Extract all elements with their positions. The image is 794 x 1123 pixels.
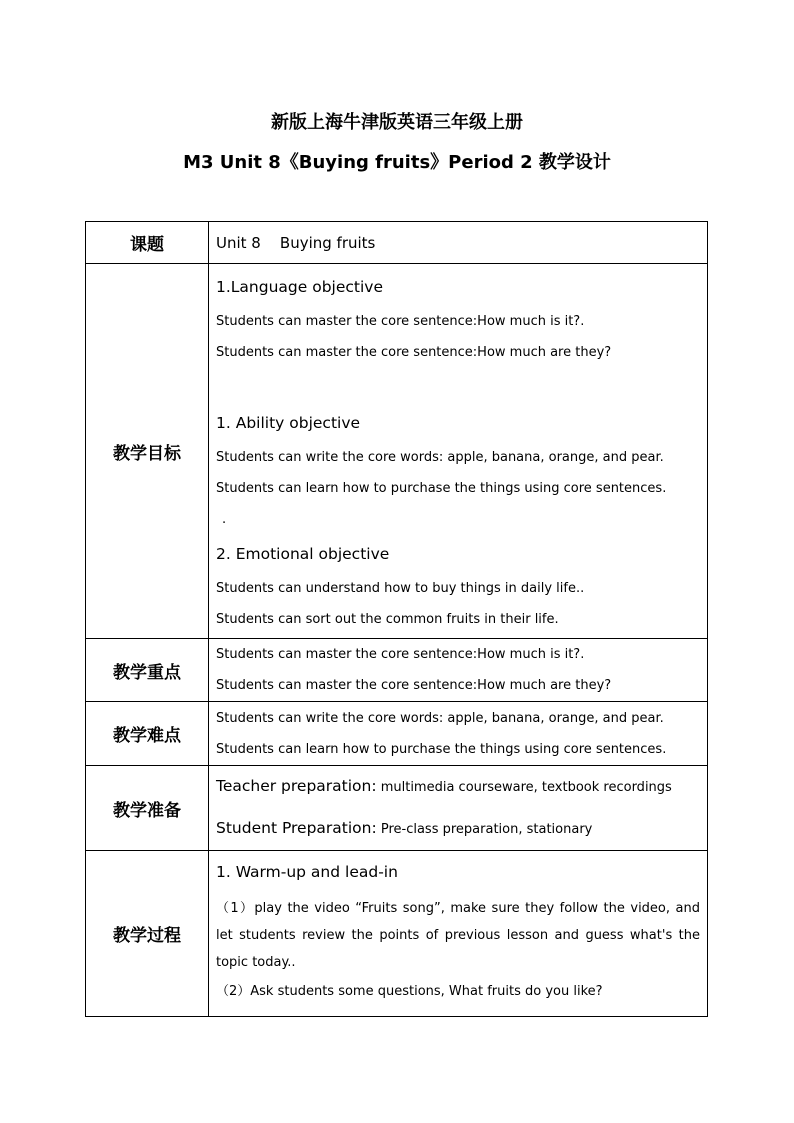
table-row-preparation	[86, 766, 708, 851]
difficulties-label: 教学难点	[86, 702, 209, 766]
teacher-preparation	[216, 766, 700, 808]
key-point-line-1: Students can master the core sentence:How much is it?.	[216, 647, 585, 662]
ability-objective-heading: 1. Ability objective	[216, 414, 361, 432]
stray-dot: .	[222, 512, 227, 527]
document-subtitle: M3 Unit 8《Buying fruits》Period 2 教学设计	[183, 152, 611, 173]
student-preparation-value: Pre-class preparation, stationary	[376, 822, 593, 837]
preparation-label: 教学准备	[86, 766, 209, 851]
emotional-objective-heading: 2. Emotional objective	[216, 545, 390, 563]
table-row-key-points	[86, 639, 708, 702]
emotional-objective-line-2: Students can sort out the common fruits in their life.	[216, 612, 559, 627]
student-preparation	[216, 808, 700, 850]
table-row-topic	[86, 222, 708, 264]
teacher-preparation-value: multimedia courseware, textbook recordings	[376, 780, 672, 795]
language-objective-line-1: Students can master the core sentence:How much is it?.	[216, 314, 585, 329]
warm-up-heading: 1. Warm-up and lead-in	[216, 863, 398, 881]
key-point-line-2: Students can master the core sentence:How much are they?	[216, 678, 612, 693]
table-row-process	[86, 851, 708, 1017]
process-step-2: （2）Ask students some questions, What fruits do you like?	[216, 984, 603, 999]
emotional-objective-line-1: Students can understand how to buy things in daily life..	[216, 581, 585, 596]
teacher-preparation-label: Teacher preparation:	[216, 777, 377, 795]
difficulty-line-2: Students can learn how to purchase the things using core sentences.	[216, 741, 667, 757]
key-points-label: 教学重点	[86, 639, 209, 702]
process-step-1: （1）play the video “Fruits song”, make sure they follow the video, and let students review the points of previous lesson and guess what's the topic today..	[216, 901, 700, 970]
process-label: 教学过程	[86, 851, 209, 1017]
ability-objective-line-2: Students can learn how to purchase the things using core sentences.	[216, 481, 667, 496]
topic-label: 课题	[86, 222, 209, 264]
table-row-objectives	[86, 264, 708, 639]
topic-value: Unit 8 Buying fruits	[216, 233, 376, 252]
ability-objective-line-1: Students can write the core words: apple, banana, orange, and pear.	[216, 450, 664, 465]
language-objective-heading: 1.Language objective	[216, 278, 383, 296]
document-title: 新版上海牛津版英语三年级上册	[271, 112, 523, 133]
language-objective-line-2: Students can master the core sentence:How much are they?	[216, 345, 612, 360]
student-preparation-label: Student Preparation:	[216, 819, 377, 837]
objectives-label: 教学目标	[86, 264, 209, 639]
difficulty-line-1: Students can write the core words: apple, banana, orange, and pear.	[216, 710, 664, 726]
lesson-plan-table	[85, 221, 708, 1017]
table-row-difficulties	[86, 702, 708, 766]
